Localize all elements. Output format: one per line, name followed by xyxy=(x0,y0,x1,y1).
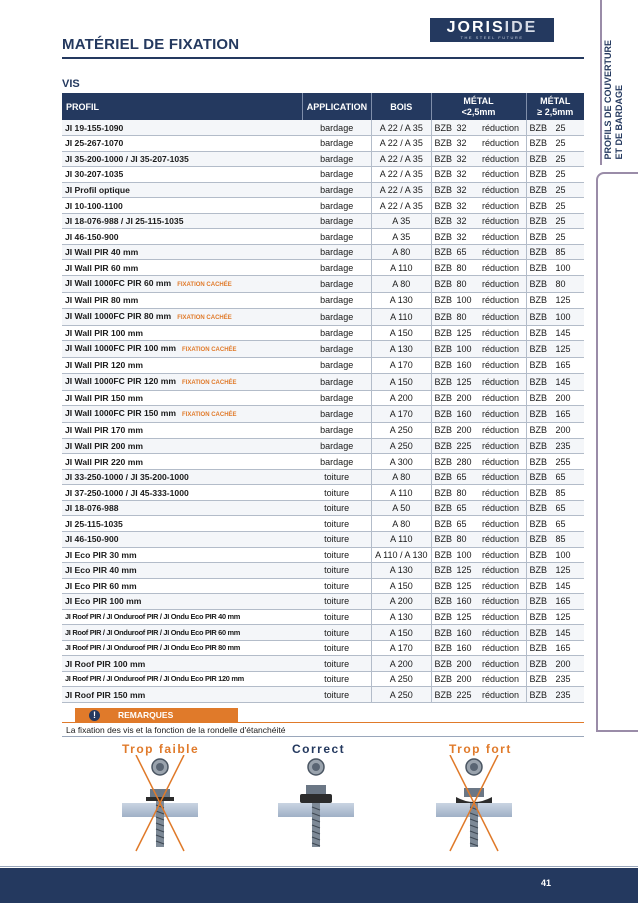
table-row xyxy=(62,640,584,656)
cell-bois: A 22 / A 35 xyxy=(372,120,431,136)
cell-metal-thick: BZB 25 xyxy=(526,120,584,136)
cell-metal-thick: BZB 85 xyxy=(526,531,584,547)
cell-application: toiture xyxy=(302,485,371,501)
cell-bois: A 130 xyxy=(372,341,431,358)
cell-metal-thick: BZB 235 xyxy=(526,687,584,703)
cell-profil: JI Eco PIR 100 mm xyxy=(62,594,302,610)
cell-bois: A 80 xyxy=(372,275,431,292)
cell-metal-thick: BZB 165 xyxy=(526,640,584,656)
cell-profil: JI 25-115-1035 xyxy=(62,516,302,532)
table-row xyxy=(62,325,584,341)
cell-application: bardage xyxy=(302,308,371,325)
cell-profil: JI Profil optique xyxy=(62,182,302,198)
table-row xyxy=(62,275,584,292)
cell-profil: JI Roof PIR / JI Onduroof PIR / JI Ondu Eco PIR 60 mm xyxy=(62,625,302,641)
cell-metal-thin: BZB 32 réduction xyxy=(431,120,526,136)
cell-bois: A 170 xyxy=(372,640,431,656)
table-row xyxy=(62,260,584,276)
cell-metal-thin: BZB 32 réduction xyxy=(431,229,526,245)
cell-metal-thick: BZB 80 xyxy=(526,275,584,292)
title-rule xyxy=(62,57,584,59)
table-row xyxy=(62,578,584,594)
cell-profil: JI Wall PIR 40 mm xyxy=(62,244,302,260)
table-row xyxy=(62,198,584,214)
cell-metal-thick: BZB 85 xyxy=(526,485,584,501)
cell-application: toiture xyxy=(302,640,371,656)
page-number: 41 xyxy=(541,878,552,888)
cell-metal-thick: BZB 25 xyxy=(526,136,584,152)
table-row xyxy=(62,687,584,703)
cell-bois: A 250 xyxy=(372,438,431,454)
cell-application: bardage xyxy=(302,213,371,229)
cell-metal-thin: BZB 65 réduction xyxy=(431,500,526,516)
cell-metal-thick: BZB 145 xyxy=(526,578,584,594)
cell-profil: JI Wall 1000FC PIR 150 mm FIXATION CACHÉE xyxy=(62,406,302,423)
table-row xyxy=(62,120,584,136)
cell-application: toiture xyxy=(302,516,371,532)
cell-application: toiture xyxy=(302,500,371,516)
cell-application: bardage xyxy=(302,423,371,439)
cell-bois: A 170 xyxy=(372,358,431,374)
cell-metal-thin: BZB 65 réduction xyxy=(431,516,526,532)
screw-correct xyxy=(278,759,354,847)
cell-application: bardage xyxy=(302,341,371,358)
cell-application: bardage xyxy=(302,120,371,136)
cell-profil: JI Wall PIR 60 mm xyxy=(62,260,302,276)
cell-profil: JI 37-250-1000 / JI 45-333-1000 xyxy=(62,485,302,501)
cell-bois: A 80 xyxy=(372,469,431,485)
cell-application: bardage xyxy=(302,260,371,276)
cell-bois: A 22 / A 35 xyxy=(372,167,431,183)
table-row xyxy=(62,229,584,245)
table-row xyxy=(62,358,584,374)
cell-profil: JI Roof PIR / JI Onduroof PIR / JI Ondu Eco PIR 40 mm xyxy=(62,609,302,625)
cell-metal-thin: BZB 200 réduction xyxy=(431,423,526,439)
cell-metal-thick: BZB 145 xyxy=(526,373,584,390)
cell-bois: A 110 xyxy=(372,308,431,325)
col-header-metal-thick: MÉTAL ≥ 2,5mm xyxy=(526,93,584,120)
cell-metal-thin: BZB 125 réduction xyxy=(431,578,526,594)
table-row xyxy=(62,308,584,325)
cell-metal-thin: BZB 65 réduction xyxy=(431,469,526,485)
cell-metal-thick: BZB 65 xyxy=(526,500,584,516)
side-accent-bar xyxy=(600,0,602,165)
section-title: VIS xyxy=(62,78,80,90)
cell-metal-thin: BZB 80 réduction xyxy=(431,260,526,276)
cell-bois: A 130 xyxy=(372,563,431,579)
table-row xyxy=(62,625,584,641)
cell-metal-thin: BZB 225 réduction xyxy=(431,687,526,703)
cell-metal-thick: BZB 25 xyxy=(526,198,584,214)
label-too-weak: Trop faible xyxy=(122,742,200,756)
cell-application: bardage xyxy=(302,167,371,183)
cell-bois: A 22 / A 35 xyxy=(372,198,431,214)
cell-bois: A 110 xyxy=(372,531,431,547)
table-row xyxy=(62,136,584,152)
cell-metal-thick: BZB 200 xyxy=(526,423,584,439)
cell-profil: JI 10-100-1100 xyxy=(62,198,302,214)
cell-application: toiture xyxy=(302,671,371,687)
cell-bois: A 150 xyxy=(372,578,431,594)
cell-metal-thin: BZB 80 réduction xyxy=(431,531,526,547)
cell-application: bardage xyxy=(302,229,371,245)
table-row xyxy=(62,167,584,183)
cell-metal-thick: BZB 200 xyxy=(526,656,584,672)
cell-metal-thick: BZB 165 xyxy=(526,358,584,374)
brand-logo: JORISIDE THE STEEL FUTURE xyxy=(430,18,554,42)
cell-metal-thin: BZB 125 réduction xyxy=(431,563,526,579)
cell-bois: A 250 xyxy=(372,423,431,439)
cell-application: toiture xyxy=(302,656,371,672)
cell-metal-thin: BZB 100 réduction xyxy=(431,341,526,358)
col-header-profil: PROFIL xyxy=(62,93,302,120)
hidden-fixation-tag: FIXATION CACHÉE xyxy=(177,281,232,288)
cell-application: bardage xyxy=(302,136,371,152)
cell-bois: A 130 xyxy=(372,292,431,308)
cell-metal-thin: BZB 160 réduction xyxy=(431,406,526,423)
cell-bois: A 50 xyxy=(372,500,431,516)
cell-metal-thick: BZB 125 xyxy=(526,609,584,625)
cell-profil: JI Roof PIR 150 mm xyxy=(62,687,302,703)
cell-bois: A 250 xyxy=(372,687,431,703)
table-row xyxy=(62,213,584,229)
col-header-metal-thin: MÉTAL <2,5mm xyxy=(431,93,526,120)
side-tab-frame xyxy=(596,172,638,732)
remarks-label: REMARQUES xyxy=(118,710,174,720)
cell-profil: JI Wall PIR 150 mm xyxy=(62,390,302,406)
cell-metal-thick: BZB 145 xyxy=(526,325,584,341)
cell-application: toiture xyxy=(302,578,371,594)
fixation-table xyxy=(62,93,584,703)
cell-application: bardage xyxy=(302,406,371,423)
cell-profil: JI Wall PIR 100 mm xyxy=(62,325,302,341)
cell-metal-thin: BZB 200 réduction xyxy=(431,671,526,687)
cell-profil: JI 30-207-1035 xyxy=(62,167,302,183)
table-row xyxy=(62,182,584,198)
cell-profil: JI 33-250-1000 / JI 35-200-1000 xyxy=(62,469,302,485)
cell-metal-thin: BZB 65 réduction xyxy=(431,244,526,260)
cell-profil: JI Eco PIR 30 mm xyxy=(62,547,302,563)
cell-metal-thick: BZB 100 xyxy=(526,547,584,563)
cell-bois: A 250 xyxy=(372,671,431,687)
cell-profil: JI Wall 1000FC PIR 60 mm FIXATION CACHÉE xyxy=(62,275,302,292)
cell-profil: JI Wall PIR 120 mm xyxy=(62,358,302,374)
cell-profil: JI 46-150-900 xyxy=(62,229,302,245)
cell-metal-thick: BZB 100 xyxy=(526,308,584,325)
cell-metal-thin: BZB 100 réduction xyxy=(431,547,526,563)
cell-bois: A 200 xyxy=(372,390,431,406)
cell-bois: A 80 xyxy=(372,516,431,532)
cell-application: bardage xyxy=(302,390,371,406)
table-row xyxy=(62,292,584,308)
screw-illustration xyxy=(62,755,584,855)
cell-bois: A 200 xyxy=(372,656,431,672)
cell-application: toiture xyxy=(302,469,371,485)
table-row xyxy=(62,500,584,516)
cell-metal-thick: BZB 65 xyxy=(526,516,584,532)
cell-profil: JI 18-076-988 xyxy=(62,500,302,516)
cell-metal-thick: BZB 125 xyxy=(526,563,584,579)
cell-profil: JI 35-200-1000 / JI 35-207-1035 xyxy=(62,151,302,167)
table-row xyxy=(62,563,584,579)
col-header-application: APPLICATION xyxy=(302,93,371,120)
cell-application: bardage xyxy=(302,244,371,260)
table-row xyxy=(62,469,584,485)
cell-metal-thin: BZB 32 réduction xyxy=(431,151,526,167)
table-row xyxy=(62,516,584,532)
cell-metal-thick: BZB 25 xyxy=(526,151,584,167)
cell-metal-thick: BZB 235 xyxy=(526,671,584,687)
cell-application: bardage xyxy=(302,292,371,308)
cell-profil: JI 25-267-1070 xyxy=(62,136,302,152)
cell-bois: A 130 xyxy=(372,609,431,625)
cell-application: bardage xyxy=(302,325,371,341)
screw-too-strong xyxy=(436,755,512,851)
col-header-bois: BOIS xyxy=(372,93,431,120)
cell-bois: A 150 xyxy=(372,373,431,390)
cell-metal-thick: BZB 165 xyxy=(526,406,584,423)
cell-bois: A 22 / A 35 xyxy=(372,182,431,198)
cell-metal-thin: BZB 125 réduction xyxy=(431,325,526,341)
cell-profil: JI 46-150-900 xyxy=(62,531,302,547)
cell-metal-thin: BZB 80 réduction xyxy=(431,275,526,292)
cell-metal-thin: BZB 32 réduction xyxy=(431,198,526,214)
cell-metal-thick: BZB 125 xyxy=(526,341,584,358)
table-row xyxy=(62,390,584,406)
cell-metal-thick: BZB 25 xyxy=(526,213,584,229)
cell-bois: A 80 xyxy=(372,244,431,260)
cell-metal-thick: BZB 235 xyxy=(526,438,584,454)
cell-metal-thick: BZB 100 xyxy=(526,260,584,276)
cell-metal-thin: BZB 32 réduction xyxy=(431,136,526,152)
cell-application: bardage xyxy=(302,151,371,167)
table-body xyxy=(62,120,584,703)
brand-tagline: THE STEEL FUTURE xyxy=(460,35,524,40)
cell-metal-thin: BZB 80 réduction xyxy=(431,308,526,325)
table-row xyxy=(62,594,584,610)
table-row xyxy=(62,454,584,470)
hidden-fixation-tag: FIXATION CACHÉE xyxy=(181,347,237,354)
cell-bois: A 35 xyxy=(372,229,431,245)
cell-metal-thin: BZB 125 réduction xyxy=(431,373,526,390)
table-row xyxy=(62,547,584,563)
cell-metal-thin: BZB 32 réduction xyxy=(431,182,526,198)
cell-metal-thin: BZB 280 réduction xyxy=(431,454,526,470)
cell-metal-thick: BZB 25 xyxy=(526,182,584,198)
cell-application: toiture xyxy=(302,547,371,563)
remarks-rule xyxy=(62,722,584,723)
cell-profil: JI 18-076-988 / JI 25-115-1035 xyxy=(62,213,302,229)
cell-profil: JI Wall 1000FC PIR 80 mm FIXATION CACHÉE xyxy=(62,308,302,325)
table-row xyxy=(62,373,584,390)
table-row xyxy=(62,609,584,625)
cell-application: bardage xyxy=(302,373,371,390)
cell-bois: A 22 / A 35 xyxy=(372,151,431,167)
cell-profil: JI Wall PIR 170 mm xyxy=(62,423,302,439)
cell-bois: A 22 / A 35 xyxy=(372,136,431,152)
cell-metal-thin: BZB 80 réduction xyxy=(431,485,526,501)
cell-bois: A 150 xyxy=(372,325,431,341)
table-row xyxy=(62,671,584,687)
screw-too-weak xyxy=(122,755,198,851)
table-row xyxy=(62,531,584,547)
cell-metal-thin: BZB 160 réduction xyxy=(431,625,526,641)
cell-metal-thin: BZB 160 réduction xyxy=(431,594,526,610)
cell-application: toiture xyxy=(302,625,371,641)
cell-profil: JI Wall PIR 220 mm xyxy=(62,454,302,470)
cell-profil: JI Roof PIR / JI Onduroof PIR / JI Ondu Eco PIR 120 mm xyxy=(62,671,302,687)
cell-application: bardage xyxy=(302,198,371,214)
cell-bois: A 300 xyxy=(372,454,431,470)
cell-bois: A 110 / A 130 xyxy=(372,547,431,563)
cell-metal-thick: BZB 200 xyxy=(526,390,584,406)
cell-profil: JI Wall PIR 200 mm xyxy=(62,438,302,454)
table-header-row xyxy=(62,93,584,120)
table-row xyxy=(62,341,584,358)
cell-application: toiture xyxy=(302,531,371,547)
cell-profil: JI Roof PIR 100 mm xyxy=(62,656,302,672)
cell-bois: A 200 xyxy=(372,594,431,610)
label-correct: Correct xyxy=(292,742,346,756)
cell-metal-thick: BZB 85 xyxy=(526,244,584,260)
table-row xyxy=(62,656,584,672)
cell-profil: JI Wall PIR 80 mm xyxy=(62,292,302,308)
table-row xyxy=(62,485,584,501)
cell-application: bardage xyxy=(302,454,371,470)
hidden-fixation-tag: FIXATION CACHÉE xyxy=(177,314,232,321)
cell-profil: JI Eco PIR 40 mm xyxy=(62,563,302,579)
cell-metal-thick: BZB 255 xyxy=(526,454,584,470)
cell-metal-thick: BZB 125 xyxy=(526,292,584,308)
exclamation-icon: ! xyxy=(89,710,100,721)
cell-profil: JI Wall 1000FC PIR 100 mm FIXATION CACHÉE xyxy=(62,341,302,358)
cell-bois: A 110 xyxy=(372,485,431,501)
cell-metal-thin: BZB 160 réduction xyxy=(431,640,526,656)
cell-bois: A 150 xyxy=(372,625,431,641)
footer-rule xyxy=(0,866,638,867)
cell-bois: A 110 xyxy=(372,260,431,276)
cell-metal-thick: BZB 65 xyxy=(526,469,584,485)
cell-metal-thick: BZB 165 xyxy=(526,594,584,610)
cell-metal-thin: BZB 200 réduction xyxy=(431,656,526,672)
cell-metal-thin: BZB 100 réduction xyxy=(431,292,526,308)
hidden-fixation-tag: FIXATION CACHÉE xyxy=(181,412,237,419)
cell-metal-thin: BZB 160 réduction xyxy=(431,358,526,374)
table-row xyxy=(62,406,584,423)
hidden-fixation-tag: FIXATION CACHÉE xyxy=(181,379,237,386)
label-too-strong: Trop fort xyxy=(449,742,512,756)
cell-metal-thin: BZB 200 réduction xyxy=(431,390,526,406)
cell-profil: JI Wall 1000FC PIR 120 mm FIXATION CACHÉE xyxy=(62,373,302,390)
cell-application: bardage xyxy=(302,182,371,198)
cell-bois: A 35 xyxy=(372,213,431,229)
cell-profil: JI 19-155-1090 xyxy=(62,120,302,136)
remarks-header xyxy=(75,708,238,723)
cell-application: bardage xyxy=(302,438,371,454)
table-row xyxy=(62,438,584,454)
cell-application: bardage xyxy=(302,275,371,292)
cell-metal-thin: BZB 125 réduction xyxy=(431,609,526,625)
table-row xyxy=(62,423,584,439)
cell-application: toiture xyxy=(302,563,371,579)
cell-metal-thick: BZB 25 xyxy=(526,167,584,183)
remarks-text: La fixation des vis et la fonction de la rondelle d'étanchéité xyxy=(66,725,286,735)
table-row xyxy=(62,244,584,260)
cell-profil: JI Eco PIR 60 mm xyxy=(62,578,302,594)
cell-metal-thick: BZB 145 xyxy=(526,625,584,641)
cell-application: toiture xyxy=(302,609,371,625)
cell-application: toiture xyxy=(302,687,371,703)
cell-metal-thin: BZB 225 réduction xyxy=(431,438,526,454)
cell-application: toiture xyxy=(302,594,371,610)
cell-profil: JI Roof PIR / JI Onduroof PIR / JI Ondu Eco PIR 80 mm xyxy=(62,640,302,656)
table-row xyxy=(62,151,584,167)
cell-metal-thin: BZB 32 réduction xyxy=(431,213,526,229)
side-chapter-label: PROFILS DE COUVERTURE ET DE BARDAGE xyxy=(603,40,624,160)
cell-bois: A 170 xyxy=(372,406,431,423)
cell-metal-thin: BZB 32 réduction xyxy=(431,167,526,183)
cell-metal-thick: BZB 25 xyxy=(526,229,584,245)
page-title: MATÉRIEL DE FIXATION xyxy=(62,36,240,53)
cell-application: bardage xyxy=(302,358,371,374)
